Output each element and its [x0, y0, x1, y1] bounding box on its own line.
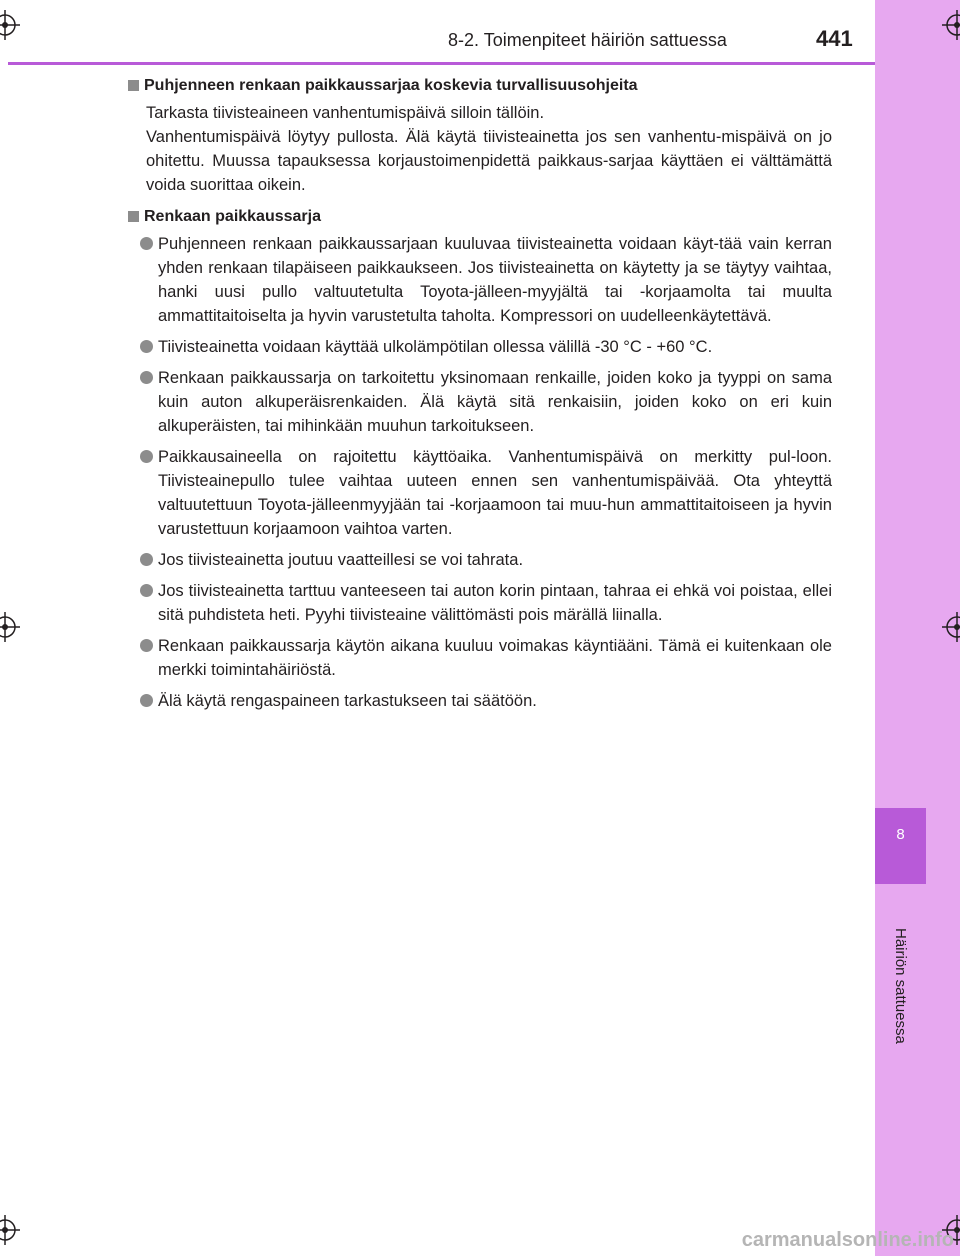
list-item: [140, 232, 832, 328]
round-bullet-icon: [140, 639, 153, 652]
square-bullet-icon: [128, 211, 139, 222]
header-rule: [8, 62, 875, 65]
round-bullet-icon: [140, 237, 153, 250]
list-item-text: Paikkausaineella on rajoitettu käyttöaika. Vanhentumispäivä on merkitty pul-loon. Tiivisteainepullo tulee vaihtaa uuteen ennen sen vanhentumispäivää. Ota yhteyttä valtuutettuun Toyota-jälleenmyyjään tai -korjaamoon tai muu-hun ammattitaitoiseen ja hyvin varustettuun korjaamoon vaihtoa varten.: [158, 448, 832, 538]
round-bullet-icon: [140, 584, 153, 597]
registration-mark-icon: [0, 10, 20, 40]
list-item-text: Jos tiivisteainetta tarttuu vanteeseen tai auton korin pintaan, tahraa ei ehkä voi poistaa, ellei sitä puhdisteta heti. Pyyhi tiivisteaine välittömästi pois märällä liinalla.: [158, 582, 832, 624]
section-heading: [128, 74, 832, 98]
square-bullet-icon: [128, 80, 139, 91]
list-item-text: Renkaan paikkaussarja käytön aikana kuuluu voimakas käyntiääni. Tämä ei kuitenkaan ole merkki toimintahäiriöstä.: [158, 637, 832, 679]
list-item: [140, 366, 832, 438]
round-bullet-icon: [140, 450, 153, 463]
chapter-label: Häiriön sattuessa: [892, 928, 909, 1044]
list-item: [140, 579, 832, 627]
section-heading-text: Puhjenneen renkaan paikkaussarjaa koskevia turvallisuusohjeita: [144, 77, 638, 94]
watermark: carmanualsonline.info: [741, 1229, 954, 1251]
paragraph-line: Vanhentumispäivä löytyy pullosta. Älä käytä tiivisteainetta jos sen vanhentu-mispäivä on jo ohitettu. Muussa tapauksessa korjaustoimenpidettä paikkaus-sarjaa käyttäen ei välttämättä voida suorittaa oikein.: [146, 128, 832, 194]
list-item: [140, 445, 832, 541]
list-item-text: Jos tiivisteainetta joutuu vaatteillesi se voi tahrata.: [158, 551, 524, 569]
registration-mark-icon: [0, 1215, 20, 1245]
round-bullet-icon: [140, 371, 153, 384]
section-heading: [128, 205, 832, 229]
registration-mark-icon: [0, 612, 20, 642]
registration-mark-icon: [942, 10, 960, 40]
registration-mark-icon: [942, 612, 960, 642]
chapter-number: 8: [896, 826, 905, 843]
page-content: [128, 74, 832, 720]
list-item: [140, 548, 832, 572]
section-heading-text: Renkaan paikkaussarja: [144, 208, 321, 225]
list-item-text: Renkaan paikkaussarja on tarkoitettu yksinomaan renkaille, joiden koko ja tyyppi on sama kuin auton alkuperäisrenkaiden. Älä käytä sitä renkaisiin, joiden koko on eri kuin alkuperäisten, tai mihinkään muuhun tarkoitukseen.: [158, 369, 832, 435]
list-item-text: Puhjenneen renkaan paikkaussarjaan kuuluvaa tiivisteainetta voidaan käyt-tää vain kerran yhden renkaan tilapäiseen paikkaukseen. Jos tiivisteainetta on käytetty ja se täytyy vaihtaa, hanki uusi pullo valtuutetulta Toyota-jälleen-myyjältä tai -korjaamolta tai muulta ammattitaitoiselta ja hyvin varustetulta taholta. Kompressori on uudelleenkäytettävä.: [158, 235, 832, 325]
paragraph-line: Tarkasta tiivisteaineen vanhentumispäivä silloin tällöin.: [146, 104, 545, 122]
round-bullet-icon: [140, 553, 153, 566]
list-item: [140, 689, 832, 713]
page-header-title: 8-2. Toimenpiteet häiriön sattuessa: [448, 30, 727, 50]
paragraph: [146, 101, 832, 197]
chapter-number-box: [875, 808, 926, 884]
round-bullet-icon: [140, 694, 153, 707]
list-item: [140, 634, 832, 682]
list-item: [140, 335, 832, 359]
round-bullet-icon: [140, 340, 153, 353]
list-item-text: Tiivisteainetta voidaan käyttää ulkolämpötilan ollessa välillä -30 °C - +60 °C.: [158, 338, 713, 356]
page-number: 441: [816, 26, 853, 51]
list-item-text: Älä käytä rengaspaineen tarkastukseen tai säätöön.: [158, 692, 537, 710]
